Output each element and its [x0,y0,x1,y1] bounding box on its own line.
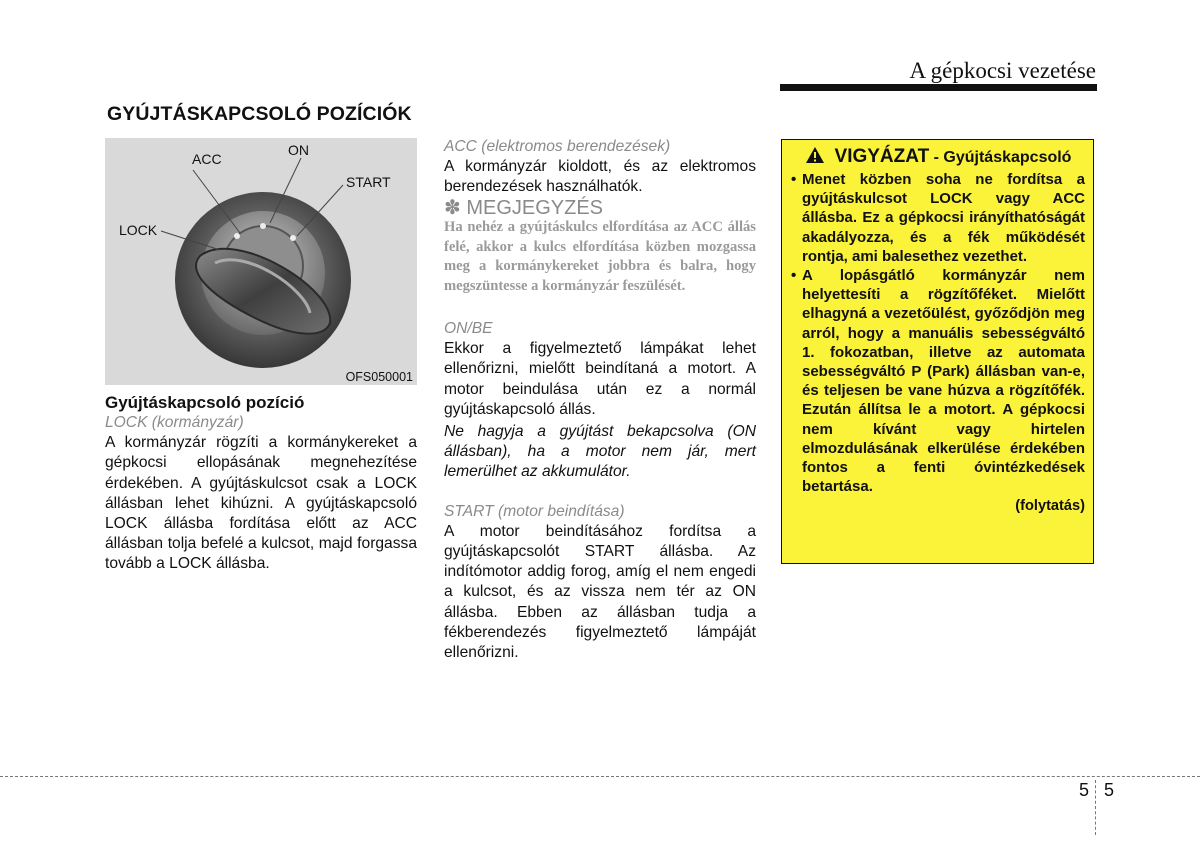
start-heading: START (motor beindítása) [444,502,625,520]
page-number: 5 [1104,780,1115,800]
warning-triangle-icon [805,146,825,164]
warning-box [781,139,1094,564]
on-position-label: ON [288,142,309,158]
lock-position-label: LOCK [119,222,158,238]
note-text: Ha nehéz a gyújtáskulcs elfordítása az ACC állás felé, akkor a kulcs elfordítása közben mozgassa meg a kormánykereket jobbra és balra, hogy megszüntesse a kormányzár feszülését. [444,218,756,295]
acc-text: A kormányzár kioldott, és az elektromos berendezések használhatók. [444,158,756,196]
running-header-title: A gépkocsi vezetése [909,58,1096,83]
section-title: GYÚJTÁSKAPCSOLÓ POZÍCIÓK [107,103,412,125]
on-heading: ON/BE [444,320,493,337]
on-italic-warning: Ne hagyja a gyújtást bekapcsolva (ON állásban), ha a motor nem jár, mert lemerülhet az akkumulátor. [444,423,756,481]
warning-subtitle: - Gyújtáskapcsoló [929,149,1072,166]
chapter-number: 5 [1079,780,1090,800]
figure-code: OFS050001 [345,370,413,384]
acc-position-label: ACC [192,151,222,167]
warning-list [791,170,1085,496]
note-heading: ✽ MEGJEGYZÉS [444,196,604,219]
start-position-label: START [346,174,391,190]
start-text: A motor beindításához fordítsa a gyújtáskapcsolót START állásba. Az indítómotor addig forog, amíg el nem engedi a kulcsot, és az vissza nem tér az ON állásba. Ebben az állásban tudja a fékberendezés figyelmeztető lámpáját ellenőrizni. [444,522,756,662]
warning-item: • A lopásgátló kormányzár nem helyettesíti a rögzítőféket. Mielőtt elhagyná a vezetőülést, győződjön meg arról, hogy a manuális sebességváltó 1. fokozatban, illetve az automata sebességváltó P (Park) állásban van-e, és teljesen be vane húzva a rögzítőfék. Ezután állítsa le a motort. A gépkocsi nem kívánt vagy hirtelen elmozdulásának elkerülése érdekében fontos a fenti óvintézkedések betartása. [791,266,1085,496]
continued-label: (folytatás) [1015,498,1085,515]
figure-caption-subtitle: Gyújtáskapcsoló pozíció [105,393,305,412]
warning-title [791,146,1085,169]
lock-text: A kormányzár rögzíti a kormánykereket a gépkocsi ellopásának megnehezítése érdekében. A gyújtáskulcsot csak a LOCK állásban lehet kihúzni. A gyújtáskapcsoló LOCK állásba fordítása előtt az ACC állásban tolja befelé a kulcsot, majd forgassa tovább a LOCK állásba. [105,434,417,573]
lock-heading: LOCK (kormányzár) [105,414,244,431]
left-column [105,392,417,575]
header-rule [780,84,1097,91]
ignition-switch-figure [105,138,417,385]
page-number-separator [1095,780,1096,835]
warning-item: • Menet közben soha ne fordítsa a gyújtáskulcsot LOCK vagy ACC állásba. Ez a gépkocsi irányíthatóságát akadályozza, és a fék működését rontja, ami balesethez vezethet. [791,170,1085,266]
footer-divider [0,776,1200,777]
on-text: Ekkor a figyelmeztető lámpákat lehet ellenőrizni, mielőtt beindítaná a motort. A motor beindulása után ez a normál gyújtáskapcsoló állás. [444,340,756,418]
acc-heading: ACC (elektromos berendezések) [444,138,671,155]
middle-column [444,137,756,663]
warning-title-text: VIGYÁZAT [834,146,930,167]
